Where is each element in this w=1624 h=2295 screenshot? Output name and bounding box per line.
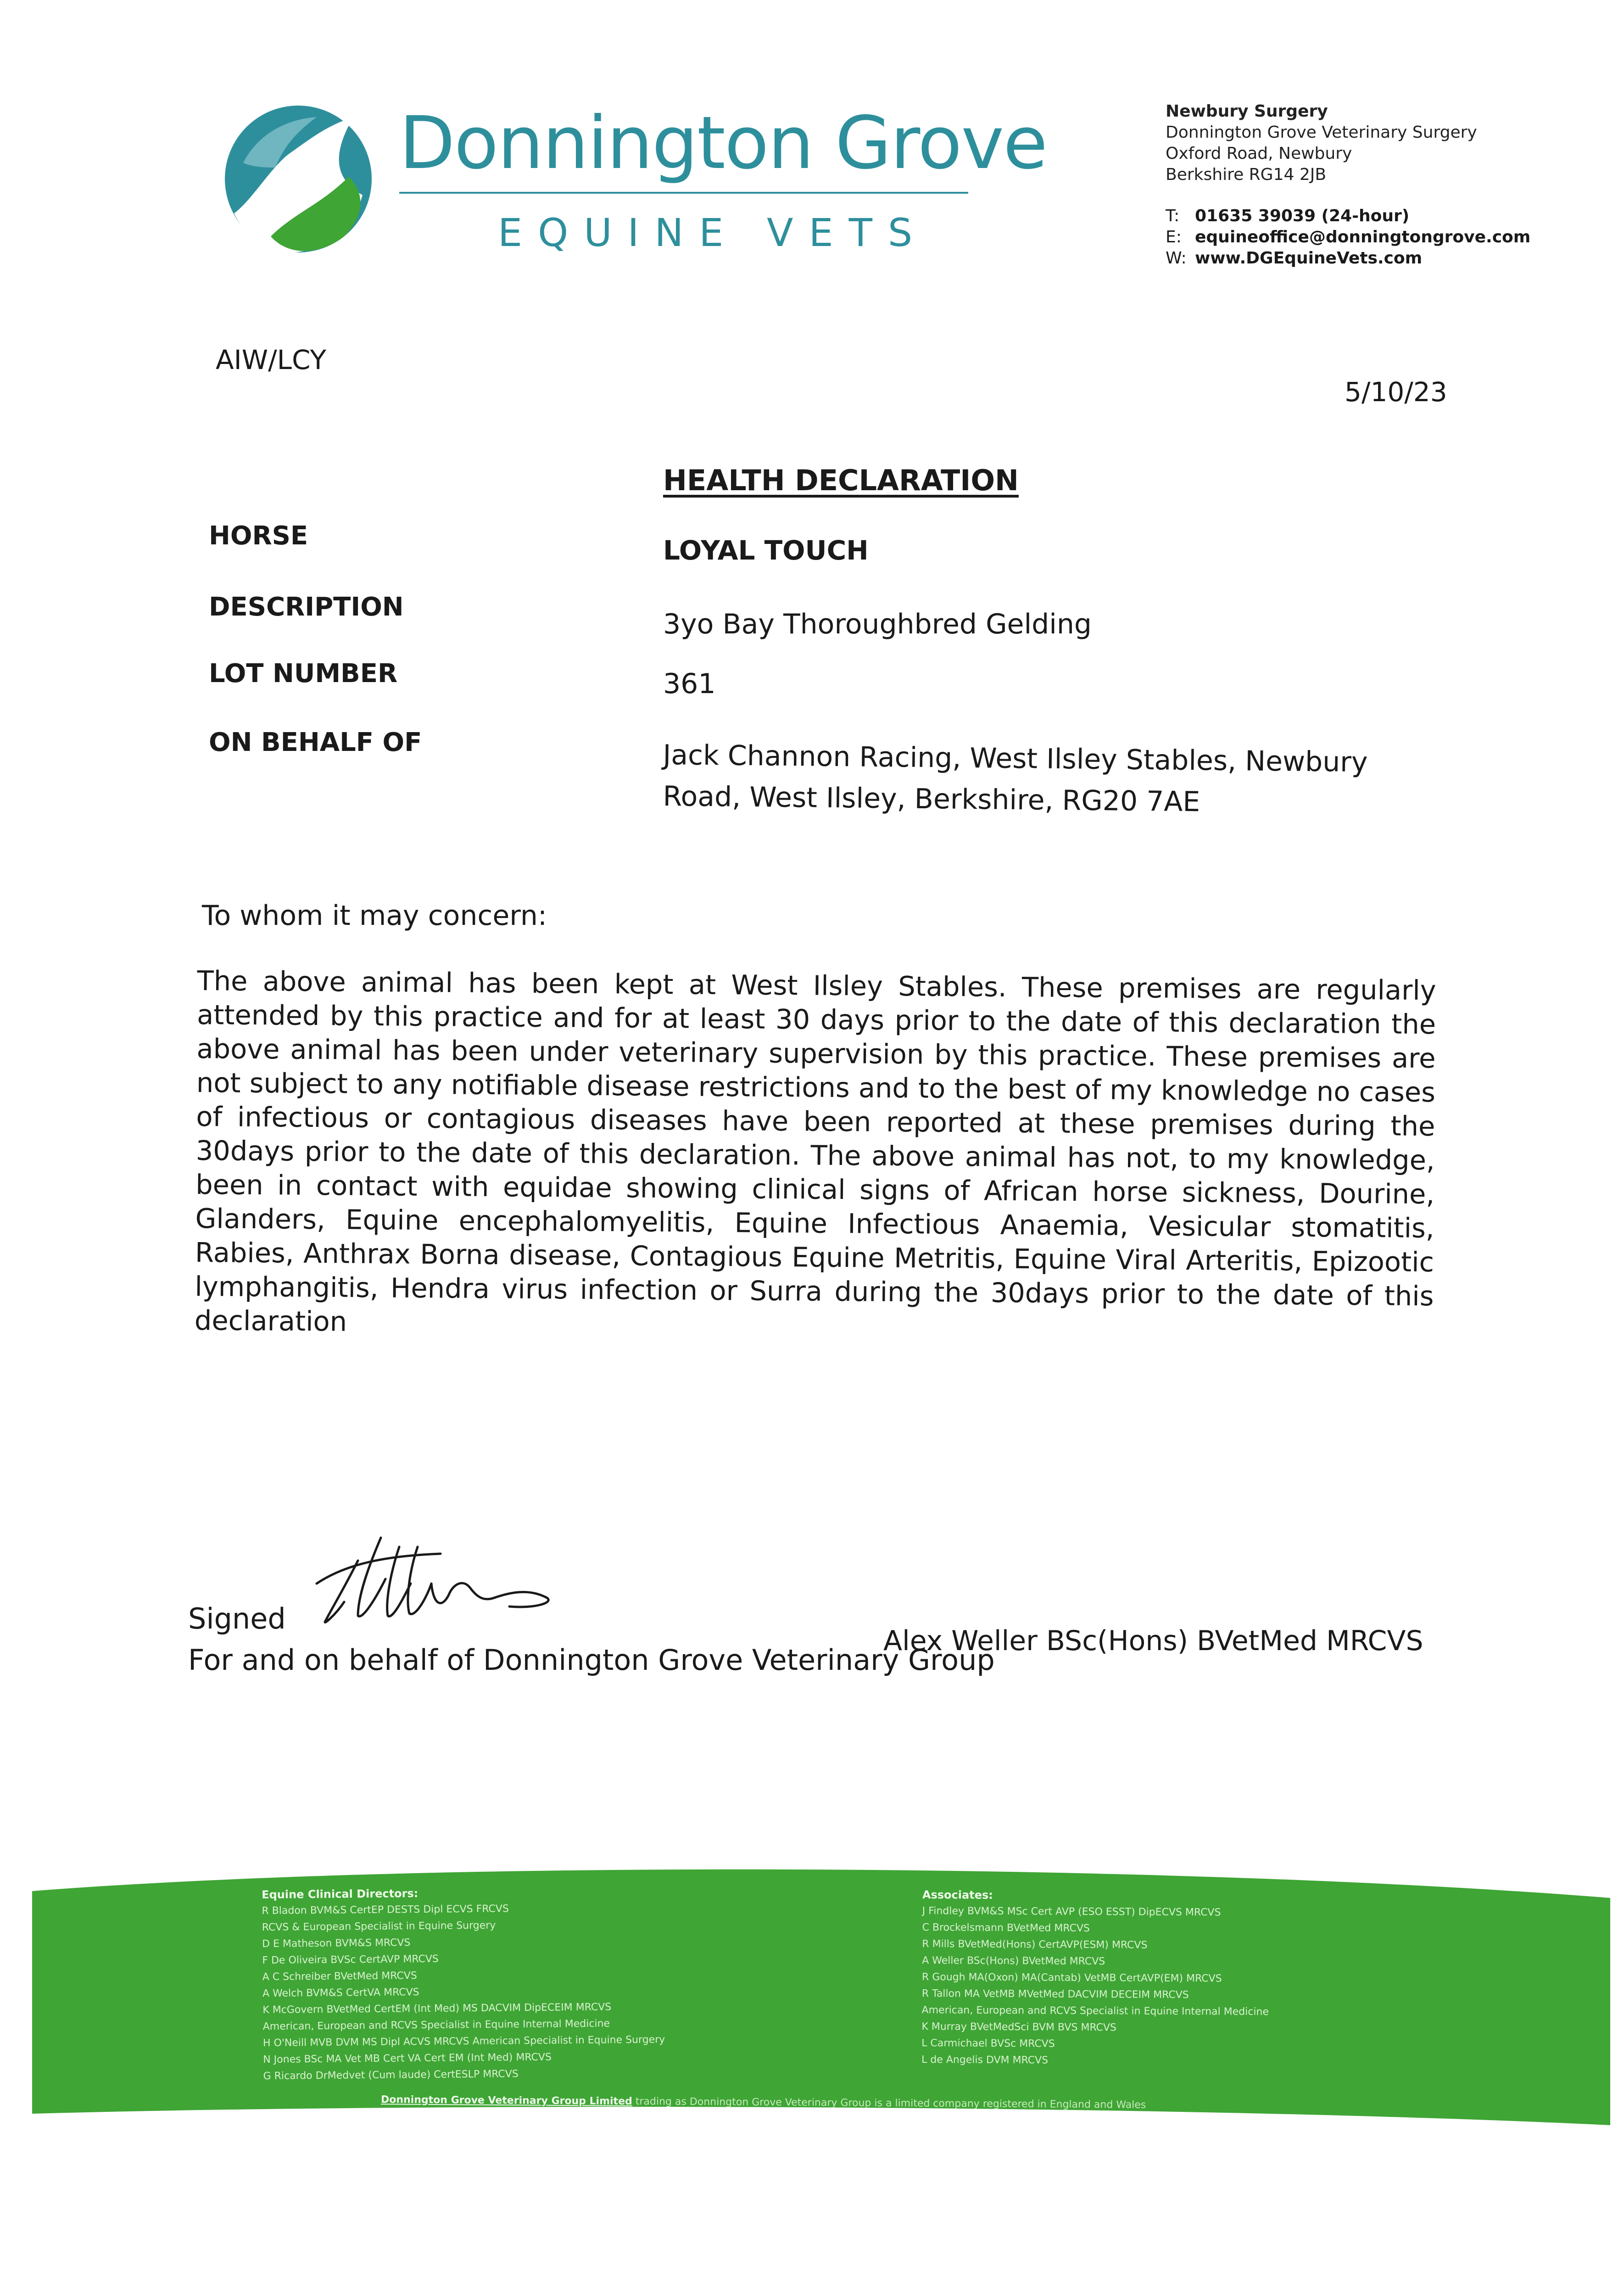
director-entry: R Bladon BVM&S CertEP DESTS Dipl ECVS FRCVS (262, 1903, 509, 1917)
directors-heading: Equine Clinical Directors: (262, 1887, 419, 1901)
associate-entry: R Gough MA(Oxon) MA(Cantab) VetMB CertAVP(EM) MRCVS (921, 1971, 1222, 1985)
director-entry: F De Oliveira BVSc CertAVP MRCVS (262, 1953, 439, 1966)
director-entry: H O'Neill MVB DVM MS Dipl ACVS MRCVS American Specialist in Equine Surgery (262, 2034, 665, 2049)
contact-details (1166, 206, 1597, 269)
associates-list (921, 1886, 1269, 2070)
phone-key: T: (1166, 207, 1180, 225)
signatory-name: Alex Weller BSc(Hons) BVetMed MRCVS (883, 1625, 1423, 1657)
directors-list (262, 1883, 665, 2085)
on-behalf-of-line-1: Jack Channon Racing, West Ilsley Stables, Newbury (663, 739, 1368, 779)
director-entry: D E Matheson BVM&S MRCVS (262, 1937, 411, 1950)
brand-name: Donnington Grove (399, 101, 1047, 185)
declaration-body: The above animal has been kept at West Ilsley Stables. These premises are regularly attended by this practice and for at least 30 days prior to the date of this declaration the above animal has been under veterinary supervision by this practice. These premises are not subject to any notifiable disease restrictions and to the best of my knowledge no cases of infectious or contagious diseases have been reported at these premises during the 30days prior to the date of this declaration. The above animal has not, to my knowledge, been in contact with equidae showing clinical signs of African horse sickness, Dourine, Glanders, Equine encephalomyelitis, Equine Infectious Anaemia, Vesicular stomatitis, Rabies, Anthrax Borna disease, Contagious Equine Metritis, Equine Viral Arteritis, Epizootic lymphangitis, Hendra virus infection or Surra during the 30days prior to the date of this declaration (194, 965, 1436, 1338)
letter-date: 5/10/23 (1345, 376, 1447, 408)
horse-value: LOYAL TOUCH (663, 535, 869, 566)
horse-label: HORSE (209, 521, 308, 551)
associate-entry: R Tallon MA VetMB MVetMed DACVIM DECEIM MRCVS (921, 1987, 1189, 2001)
greeting: To whom it may concern: (202, 900, 547, 932)
director-entry: G Ricardo DrMedvet (Cum laude) CertESLP MRCVS (263, 2068, 519, 2082)
reference-code: AIW/LCY (216, 344, 326, 375)
company-name: Donnington Grove Veterinary Group Limited (380, 2094, 632, 2108)
associates-heading: Associates: (922, 1888, 993, 1902)
associate-entry: C Brockelsmann BVetMed MRCVS (922, 1921, 1090, 1934)
signed-label: Signed (188, 1602, 286, 1635)
director-entry: RCVS & European Specialist in Equine Surgery (262, 1920, 496, 1933)
associate-entry: K Murray BVetMedSci BVM BVS MRCVS (921, 2021, 1116, 2034)
website-key: W: (1166, 249, 1187, 268)
director-entry: A Welch BVM&S CertVA MRCVS (262, 1987, 419, 1999)
associate-entry: American, European and RCVS Specialist in Equine Internal Medicine (921, 2004, 1269, 2018)
address-line: Donnington Grove Veterinary Surgery (1166, 123, 1477, 142)
description-value: 3yo Bay Thoroughbred Gelding (663, 608, 1092, 640)
brand-subtitle: EQUINE VETS (498, 210, 928, 255)
brand-divider (399, 192, 968, 194)
address-line: Berkshire RG14 2JB (1166, 165, 1327, 184)
website-value: www.DGEquineVets.com (1195, 249, 1423, 268)
associate-entry: R Mills BVetMed(Hons) CertAVP(ESM) MRCVS (922, 1938, 1148, 1951)
lot-number-label: LOT NUMBER (209, 659, 398, 688)
email-value: equineoffice@donningtongrove.com (1195, 228, 1531, 246)
on-behalf-of-label: ON BEHALF OF (209, 728, 422, 757)
surgery-address (1166, 101, 1597, 185)
document-title: HEALTH DECLARATION (663, 464, 1019, 497)
director-entry: N Jones BSc MA Vet MB Cert VA Cert EM (Int Med) MRCVS (263, 2051, 552, 2066)
company-registration-text: trading as Donnington Grove Veterinary Group is a limited company registered in England and Wales (632, 2096, 1146, 2111)
description-label: DESCRIPTION (209, 592, 404, 622)
associate-entry: L Carmichael BVSc MRCVS (921, 2037, 1055, 2050)
director-entry: American, European and RCVS Specialist in Equine Internal Medicine (262, 2018, 610, 2032)
on-behalf-statement: For and on behalf of Donnington Grove Veterinary Group (188, 1643, 995, 1677)
website-row (1166, 248, 1597, 269)
phone-value: 01635 39039 (24-hour) (1195, 207, 1410, 225)
surgery-name: Newbury Surgery (1166, 102, 1328, 121)
director-entry: A C Schreiber BVetMed MRCVS (262, 1970, 417, 1983)
director-entry: K McGovern BVetMed CertEM (Int Med) MS DACVIM DipECEIM MRCVS (262, 2001, 612, 2016)
donnington-grove-logo-icon (216, 99, 381, 255)
email-key: E: (1166, 228, 1182, 246)
lot-number-value: 361 (663, 668, 716, 700)
email-row (1166, 227, 1597, 248)
on-behalf-of-line-2: Road, West Ilsley, Berkshire, RG20 7AE (663, 780, 1200, 818)
associate-entry: J Findley BVM&S MSc Cert AVP (ESO ESST) DipECVS MRCVS (922, 1905, 1221, 1919)
phone-row (1166, 206, 1597, 227)
address-line: Oxford Road, Newbury (1166, 144, 1352, 163)
handwritten-signature-icon (289, 1528, 574, 1634)
associate-entry: A Weller BSc(Hons) BVetMed MRCVS (922, 1954, 1105, 1968)
associate-entry: L de Angelis DVM MRCVS (921, 2054, 1049, 2066)
